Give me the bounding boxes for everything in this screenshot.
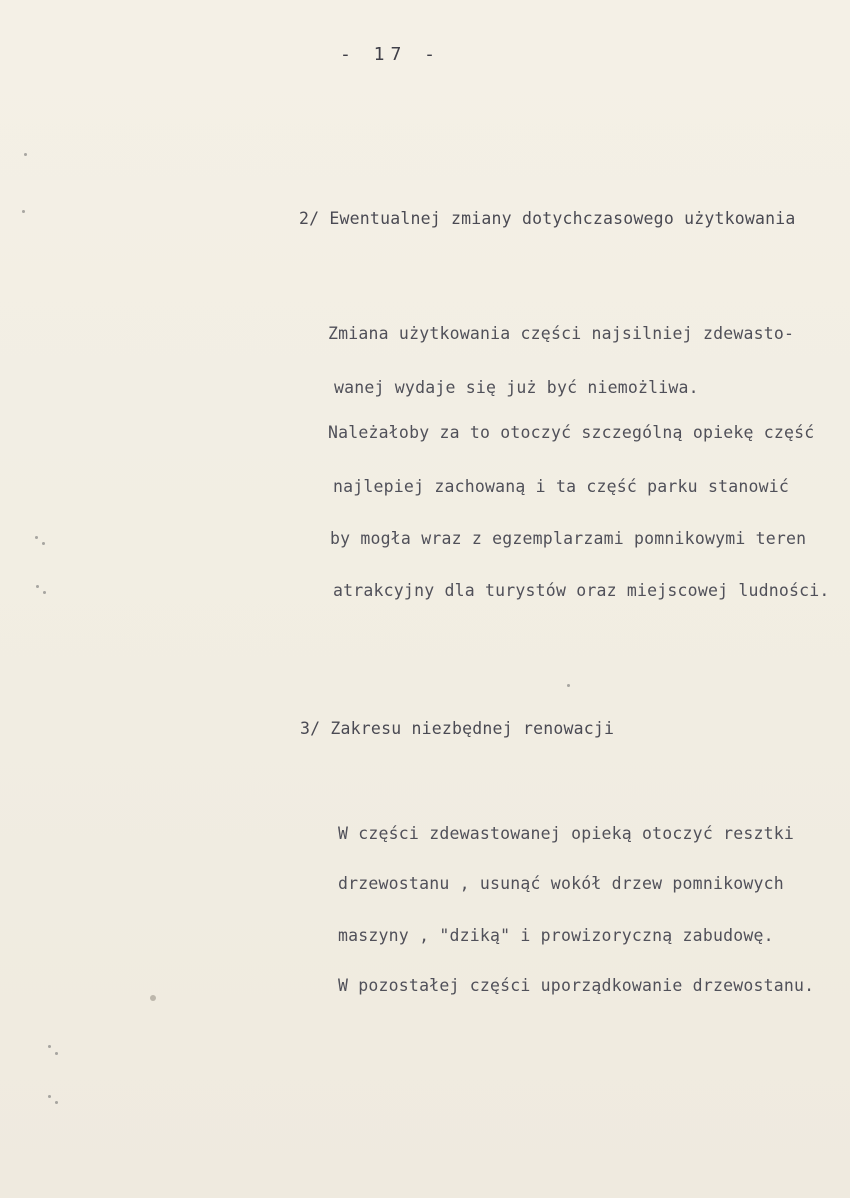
paper-speck bbox=[55, 1101, 58, 1104]
paper-speck bbox=[150, 995, 156, 1001]
paper-speck bbox=[35, 536, 38, 539]
section-3-line-3: maszyny , "dziką" i prowizoryczną zabudowę. bbox=[338, 926, 774, 945]
paper-speck bbox=[24, 153, 27, 156]
paper-speck bbox=[48, 1095, 51, 1098]
paper-speck bbox=[48, 1045, 51, 1048]
section-2-heading: 2/ Ewentualnej zmiany dotychczasowego użytkowania bbox=[299, 209, 796, 228]
section-3-line-2: drzewostanu , usunąć wokół drzew pomnikowych bbox=[338, 874, 784, 893]
paper-speck bbox=[36, 585, 39, 588]
page-number: - 17 - bbox=[340, 44, 442, 65]
paper-speck bbox=[43, 591, 46, 594]
section-2-line-5: by mogła wraz z egzemplarzami pomnikowymi teren bbox=[330, 529, 807, 548]
section-2-line-2: wanej wydaje się już być niemożliwa. bbox=[334, 378, 699, 397]
section-3-heading: 3/ Zakresu niezbędnej renowacji bbox=[300, 719, 615, 738]
section-2-line-3: Należałoby za to otoczyć szczególną opiekę część bbox=[328, 423, 815, 442]
section-3-line-1: W części zdewastowanej opieką otoczyć resztki bbox=[338, 824, 795, 843]
section-3-line-4: W pozostałej części uporządkowanie drzewostanu. bbox=[338, 976, 815, 995]
paper-speck bbox=[42, 542, 45, 545]
section-2-line-1: Zmiana użytkowania części najsilniej zdewasto- bbox=[328, 324, 795, 343]
section-2-line-6: atrakcyjny dla turystów oraz miejscowej ludności. bbox=[333, 581, 830, 600]
paper-speck bbox=[22, 210, 25, 213]
section-2-line-4: najlepiej zachowaną i ta część parku stanowić bbox=[333, 477, 790, 496]
paper-speck bbox=[567, 684, 570, 687]
paper-speck bbox=[55, 1052, 58, 1055]
